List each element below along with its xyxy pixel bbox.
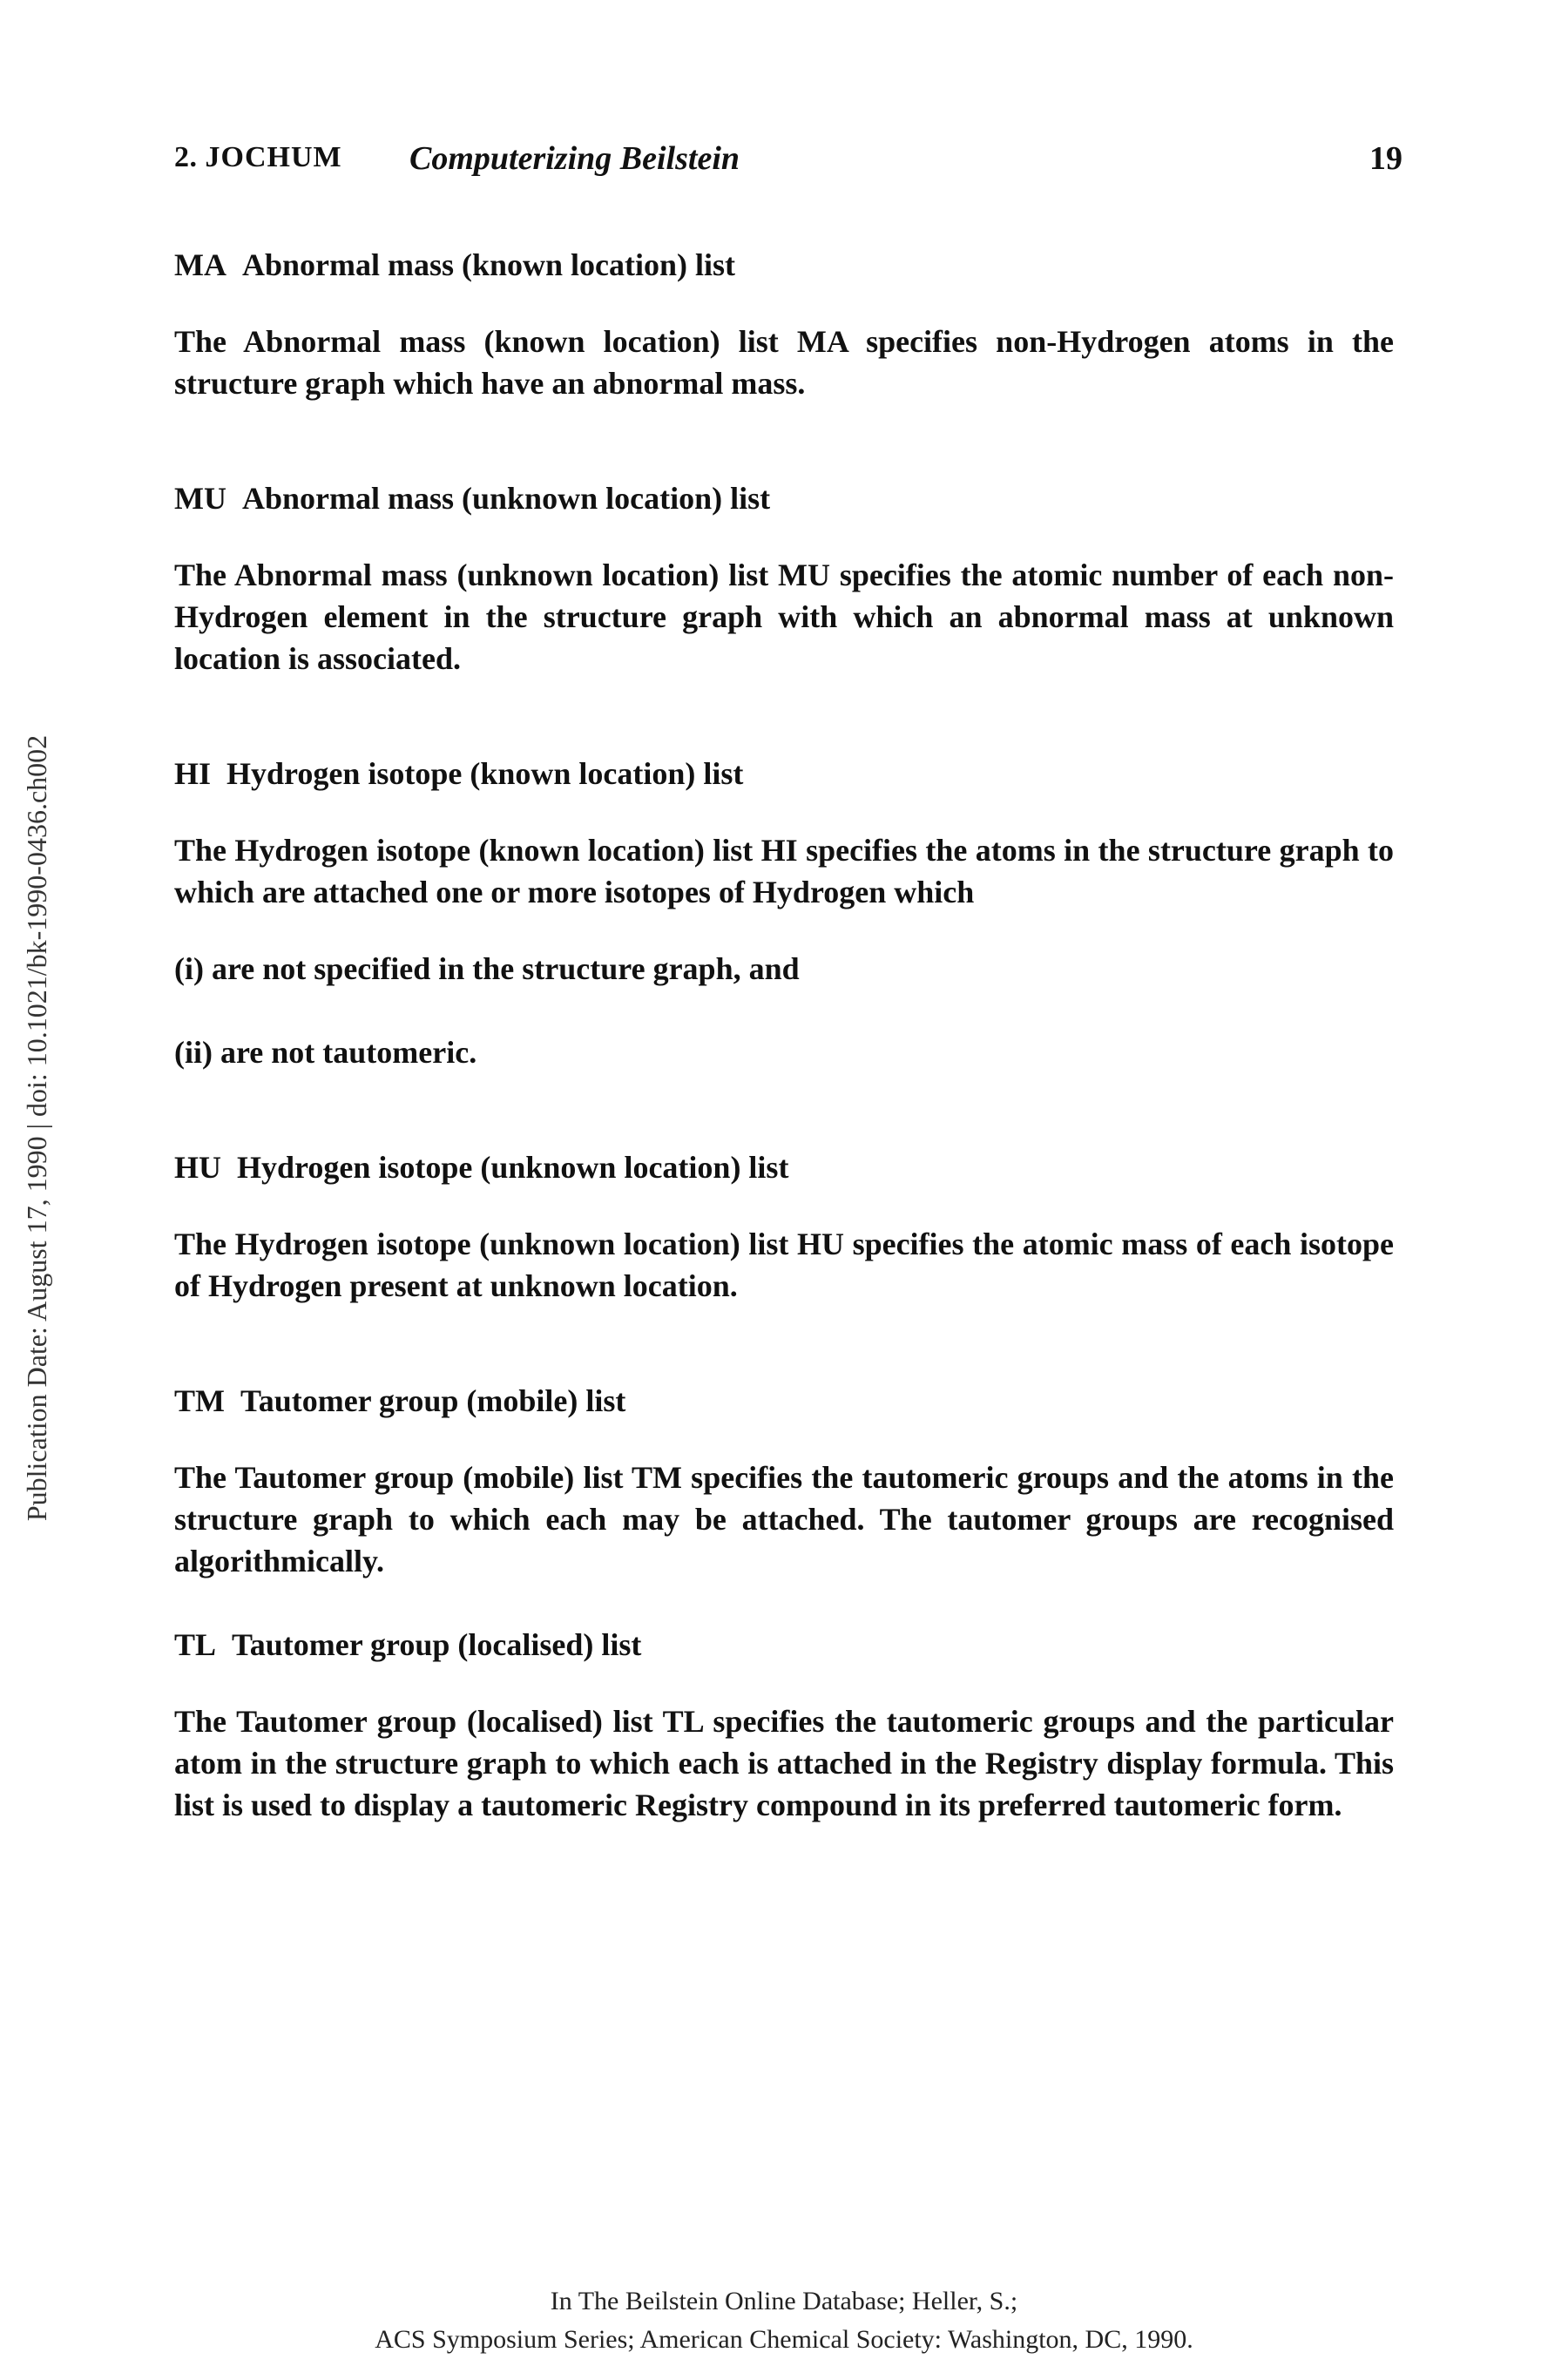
chapter-number: 2.: [174, 141, 198, 173]
citation-footer: [0, 2282, 1568, 2359]
list-item: (ii) are not tautomeric.: [174, 1035, 477, 1070]
section-code: HU: [174, 1150, 221, 1185]
section-paragraph: The Hydrogen isotope (unknown location) list HU specifies the atomic mass of each isotope of Hydrogen present at unknown location.: [174, 1227, 1394, 1303]
section-heading: [174, 1624, 1394, 1666]
page-body: [174, 244, 1394, 1826]
publication-stamp: Publication Date: August 17, 1990 | doi: 10.1021/bk-1990-0436.ch002: [21, 734, 52, 1522]
section-heading: [174, 753, 1394, 794]
section-heading: [174, 477, 1394, 519]
section-code: TM: [174, 1383, 225, 1418]
section-tm: [174, 1380, 1394, 1582]
citation-line: ACS Symposium Series; American Chemical Society: Washington, DC, 1990.: [375, 2325, 1193, 2354]
section-paragraph: The Tautomer group (localised) list TL specifies the tautomeric groups and the particular atom in the structure graph to which each is attached in the Registry display formula. This list is used to display a tautomeric Registry compound in its preferred tautomeric form.: [174, 1704, 1394, 1822]
section-title: Tautomer group (mobile) list: [240, 1383, 626, 1418]
chapter-label: [174, 141, 342, 174]
section-hi: [174, 753, 1394, 1073]
section-paragraph: The Abnormal mass (known location) list MA specifies non-Hydrogen atoms in the structure graph which have an abnormal mass.: [174, 324, 1394, 401]
section-heading: [174, 1146, 1394, 1188]
section-ma: [174, 244, 1394, 404]
page-number: 19: [1369, 140, 1402, 177]
running-header: [174, 141, 1402, 185]
section-code: HI: [174, 756, 212, 791]
section-title: Hydrogen isotope (known location) list: [226, 756, 744, 791]
list-item: (i) are not specified in the structure graph, and: [174, 951, 800, 986]
author-name: JOCHUM: [205, 141, 342, 173]
section-title: Tautomer group (localised) list: [232, 1627, 642, 1662]
section-paragraph: The Tautomer group (mobile) list TM specifies the tautomeric groups and the atoms in the structure graph to which each may be attached. The tautomer groups are recognised algorithmically.: [174, 1460, 1394, 1578]
section-heading: [174, 244, 1394, 286]
section-code: MU: [174, 481, 226, 516]
section-title: Hydrogen isotope (unknown location) list: [237, 1150, 789, 1185]
section-code: MA: [174, 247, 226, 282]
section-mu: [174, 477, 1394, 679]
section-code: TL: [174, 1627, 217, 1662]
section-heading: [174, 1380, 1394, 1422]
citation-line: In The Beilstein Online Database; Heller, S.;: [550, 2287, 1018, 2315]
running-title: Computerizing Beilstein: [409, 140, 740, 177]
section-tl: [174, 1624, 1394, 1826]
section-paragraph: The Hydrogen isotope (known location) list HI specifies the atoms in the structure graph to which are attached one or more isotopes of Hydrogen which: [174, 833, 1394, 909]
section-paragraph: The Abnormal mass (unknown location) list MU specifies the atomic number of each non-Hydrogen element in the structure graph with which an abnormal mass at unknown location is associated.: [174, 558, 1394, 676]
section-title: Abnormal mass (unknown location) list: [241, 481, 771, 516]
section-hu: [174, 1146, 1394, 1307]
section-title: Abnormal mass (known location) list: [241, 247, 736, 282]
